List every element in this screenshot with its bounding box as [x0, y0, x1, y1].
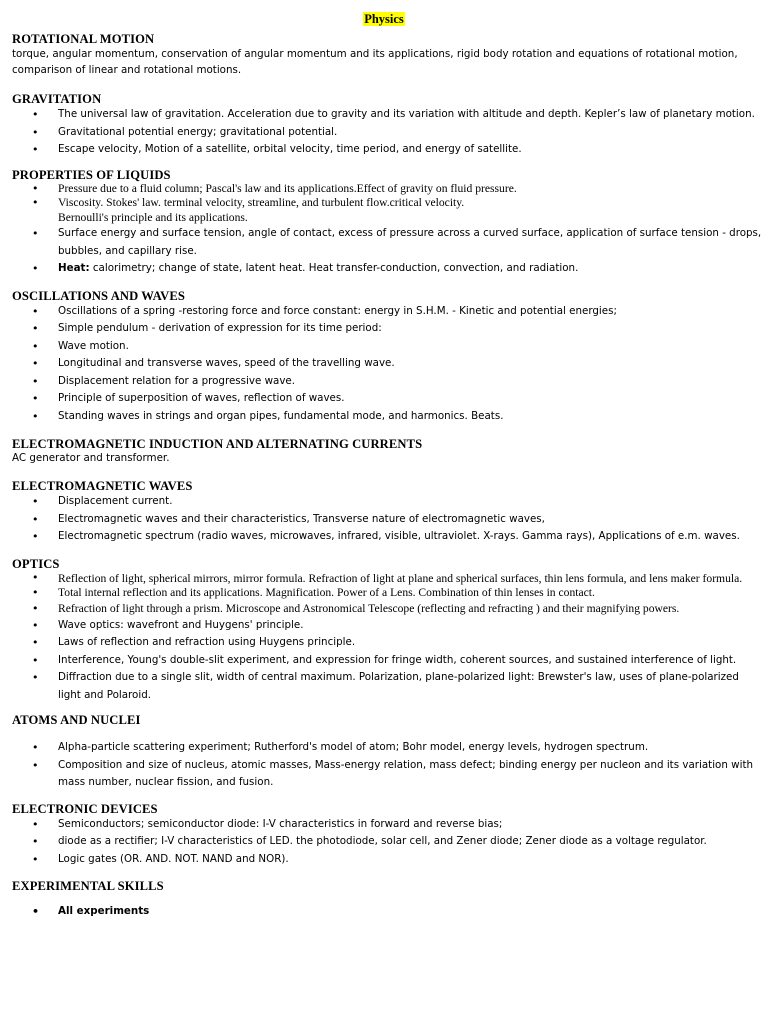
bullet-list [12, 303, 764, 426]
list-item: • Interference, Young's double-slit experiment, and expression for fringe width, coherent sources, and sustained interference of light. [12, 652, 764, 670]
list-item: • Displacement current. [12, 493, 764, 511]
list-item: • Composition and size of nucleus, atomic masses, Mass-energy relation, mass defect; binding energy per nucleon and its variation with mass number, nuclear fission, and fusion. [12, 757, 764, 792]
section-electronic-devices [12, 802, 764, 869]
section-properties-of-liquids [12, 168, 764, 278]
list-item: • Reflection of light, spherical mirrors, mirror formula. Refraction of light at plane and spherical surfaces, thin lens formula, and lens maker formula. [12, 571, 764, 587]
section-optics [12, 557, 764, 705]
list-item: • Surface energy and surface tension, angle of contact, excess of pressure across a curved surface, application of surface tension - drops, bubbles, and capillary rise. [12, 225, 764, 260]
list-item: • Diffraction due to a single slit, width of central maximum. Polarization, plane-polarized light: Brewster's law, uses of plane-polarized light and Polaroid. [12, 669, 764, 704]
section-heading: EXPERIMENTAL SKILLS [12, 879, 164, 893]
continuation-text: Bernoulli's principle and its applications. [58, 210, 248, 224]
section-heading: PROPERTIES OF LIQUIDS [12, 167, 171, 182]
list-item: • Gravitational potential energy; gravitational potential. [12, 124, 764, 142]
list-item: • diode as a rectifier; I-V characteristics of LED. the photodiode, solar cell, and Zener diode; Zener diode as a voltage regulator. [12, 833, 764, 851]
bullet-list [12, 182, 764, 278]
title-container [0, 10, 768, 28]
section-paragraph: torque, angular momentum, conservation of angular momentum and its applications, rigid body rotation and equations of rotational motion, comparison of linear and rotational motions. [12, 48, 738, 76]
section-heading: ELECTROMAGNETIC WAVES [12, 479, 193, 493]
section-atoms-and-nuclei [12, 713, 764, 792]
heat-text: calorimetry; change of state, latent heat. Heat transfer-conduction, convection, and radiation. [92, 262, 579, 274]
list-item: • Oscillations of a spring -restoring force and force constant: energy in S.H.M. - Kinetic and potential energies; [12, 303, 764, 321]
section-heading: OSCILLATIONS AND WAVES [12, 288, 185, 303]
heat-label: Heat: [58, 262, 90, 274]
list-item: • Laws of reflection and refraction using Huygens principle. [12, 634, 764, 652]
list-item [12, 260, 764, 278]
list-item: • Electromagnetic spectrum (radio waves, microwaves, infrared, visible, ultraviolet. X-rays. Gamma rays), Applications of e.m. waves. [12, 528, 764, 546]
section-rotational-motion [12, 32, 764, 78]
list-item: • Alpha-particle scattering experiment; Rutherford's model of atom; Bohr model, energy levels, hydrogen spectrum. [12, 739, 764, 757]
list-item: • Viscosity. Stokes' law. terminal velocity, streamline, and turbulent flow.critical velocity. [12, 196, 764, 211]
section-heading: GRAVITATION [12, 92, 102, 106]
list-item-continuation [12, 211, 764, 226]
syllabus-content [12, 32, 764, 921]
section-heading: ATOMS AND NUCLEI [12, 713, 141, 727]
section-em-waves [12, 479, 764, 546]
section-paragraph: AC generator and transformer. [12, 452, 170, 464]
list-item: • Simple pendulum - derivation of expression for its time period: [12, 320, 764, 338]
list-item: • Wave optics: wavefront and Huygens' principle. [12, 617, 764, 635]
section-experimental-skills [12, 879, 764, 921]
list-item: • Principle of superposition of waves, reflection of waves. [12, 390, 764, 408]
section-heading: ROTATIONAL MOTION [12, 32, 155, 46]
list-item: • Wave motion. [12, 338, 764, 356]
page-title: Physics [364, 12, 404, 26]
bullet-list [12, 571, 764, 705]
list-item: • Refraction of light through a prism. Microscope and Astronomical Telescope (reflecting and refracting ) and their magnifying powers. [12, 601, 764, 617]
section-heading: ELECTROMAGNETIC INDUCTION AND ALTERNATING CURRENTS [12, 437, 423, 451]
section-oscillations-and-waves [12, 289, 764, 426]
bullet-list [12, 106, 764, 159]
bullet-list [12, 816, 764, 869]
list-item: • Displacement relation for a progressive wave. [12, 373, 764, 391]
list-item: • The universal law of gravitation. Acceleration due to gravity and its variation with altitude and depth. Kepler’s law of planetary motion. [12, 106, 764, 124]
list-item: • Total internal reflection and its applications. Magnification. Power of a Lens. Combination of thin lenses in contact. [12, 586, 764, 601]
list-item: • All experiments [12, 903, 764, 921]
bullet-list [12, 739, 764, 792]
list-item: • Logic gates (OR. AND. NOT. NAND and NOR). [12, 851, 764, 869]
section-heading: ELECTRONIC DEVICES [12, 801, 158, 816]
bullet-list [12, 903, 764, 921]
section-heading: OPTICS [12, 556, 60, 571]
list-item: • Pressure due to a fluid column; Pascal's law and its applications.Effect of gravity on fluid pressure. [12, 182, 764, 197]
section-gravitation [12, 92, 764, 159]
bullet-list [12, 493, 764, 546]
list-item: • Semiconductors; semiconductor diode: I-V characteristics in forward and reverse bias; [12, 816, 764, 834]
section-em-induction [12, 437, 764, 466]
list-item: • Longitudinal and transverse waves, speed of the travelling wave. [12, 355, 764, 373]
list-item: • Standing waves in strings and organ pipes, fundamental mode, and harmonics. Beats. [12, 408, 764, 426]
list-item: • Escape velocity, Motion of a satellite, orbital velocity, time period, and energy of satellite. [12, 141, 764, 159]
list-item: • Electromagnetic waves and their characteristics, Transverse nature of electromagnetic waves, [12, 511, 764, 529]
